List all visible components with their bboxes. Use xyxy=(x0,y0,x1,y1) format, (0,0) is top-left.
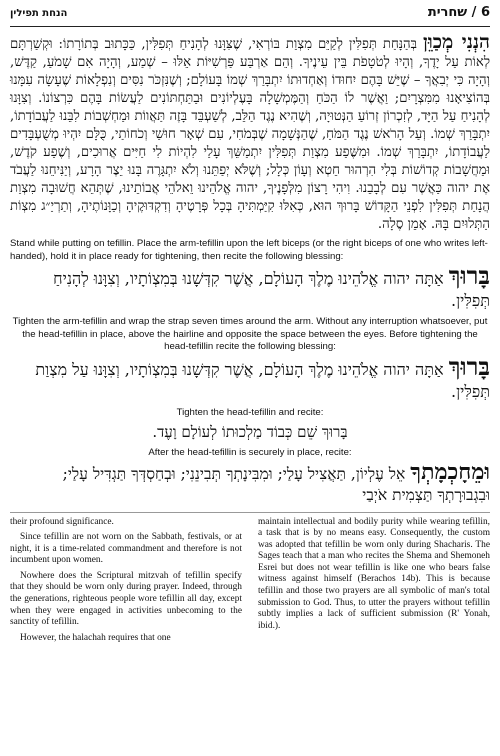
commentary-columns xyxy=(10,517,490,645)
instruction-after-head: After the head-tefillin is securely in place, recite: xyxy=(148,447,352,458)
commentary-paragraph: Nowhere does the Scriptural mitzvah of tefillin specify that they should be worn only during prayer. Indeed, through the generations, righteous people wore tefillin all day, except when they were engaged in activities unbecoming to the sanctity of tefillin. xyxy=(10,570,242,628)
blessing-arm-text: אַתָּה יהוה אֱלֹהֵינוּ מֶלֶךְ הָעוֹלָם, אֲשֶׁר קִדְּשָׁנוּ בְּמִצְוֹתָיו, וְצִוָּנוּ לְהָנִיחַ תְּפִלִּין. xyxy=(53,269,490,310)
blessing-head-text: אַתָּה יהוה אֱלֹהֵינוּ מֶלֶךְ הָעוֹלָם, אֲשֶׁר קִדְּשָׁנוּ בְּמִצְוֹתָיו, וְצִוָּנוּ עַל מִצְוַת תְּפִלִּין. xyxy=(35,359,490,401)
closing-prayer-text: אֵל עֶלְיוֹן, תַּאֲצִיל עָלַי; וּמִבִּינָתְךָ תְּבִינֵנִי; וּבְחַסְדְּךָ תַּגְדִּיל עָלַי; וּבִגְבוּרָתְךָ תַּצְמִית אֹיְבַי xyxy=(62,464,490,504)
instruction-head-tefillin: Tighten the arm-tefillin and wrap the strap seven times around the arm. Without any interruption whatsoever, put the head-tefillin in place, above the hairline and opposite the space between the eyes. Before tightening the head-tefillin recite the following blessing: xyxy=(12,316,488,352)
commentary-right-column xyxy=(258,517,490,645)
closing-prayer xyxy=(10,458,490,506)
closing-prayer-opener: וּמֵחָכְמָתְךָ xyxy=(410,458,490,485)
commentary-paragraph: maintain intellectual and bodily purity while wearing tefillin, a task that is by no means easy. Consequently, the custom was adopted that tefillin be worn only during Shacharis. The Sages teach that a man who recites the Shema and Shemoneh Esrei but does not wear tefillin is like one who bears false witness against himself (Berachos 14b). This is because tefillin and those two prayers are all symbolic of man's total submission to God. Thus, to utter the prayers without tefillin subtly implies a lack of sufficient submission (R' Yonah, ibid.). xyxy=(258,516,490,631)
page-header xyxy=(10,4,490,27)
intention-text: בְּהַנָּחַת תְּפִלִּין לְקַיֵּם מִצְוַת בּוֹרְאִי, שֶׁצִּוָּנוּ לְהָנִיחַ תְּפִלִּין, כַּכָּתוּב בְּתוֹרָתוֹ: וּקְשַׁרְתָּם לְאוֹת עַל יָדֶךָ, וְהָיוּ לְטֹטָפֹת בֵּין עֵינֶיךָ. וְהֵם אַרְבַּע פַּרְשִׁיּוֹת אֵלּוּ – שְׁמַע, וְהָיָה אִם שָׁמֹעַ, קַדֶּשׁ, וְהָיָה כִּי יְבִאֲךָ – שֶׁיֵּשׁ בָּהֶם יִחוּדוֹ וְאַחְדוּתוֹ יִתְבָּרַךְ שְׁמוֹ בָּעוֹלָם; וְשֶׁנִּזְכֹּר נִסִּים וְנִפְלָאוֹת שֶׁעָשָׂה עִמָּנוּ בְּהוֹצִיאָנוּ מִמִּצְרָיִם; וַאֲשֶׁר לוֹ הַכֹּחַ וְהַמֶּמְשָׁלָה בָּעֶלְיוֹנִים וּבַתַּחְתּוֹנִים לַעֲשׂוֹת בָּהֶם כִּרְצוֹנוֹ. וְצִוָּנוּ לְהָנִיחַ עַל הַיָּד, לְזִכְרוֹן זְרוֹעַ הַנְּטוּיָה, וְשֶׁהִיא נֶגֶד הַלֵּב, לְשַׁעְבֵּד בָּזֶה תַּאֲווֹת וּמַחְשְׁבוֹת לִבֵּנוּ לַעֲבוֹדָתוֹ, יִתְבָּרַךְ שְׁמוֹ. וְעַל הָרֹאשׁ נֶגֶד הַמֹּחַ, שֶׁהַנְּשָׁמָה שֶׁבְּמֹחִי, עִם שְׁאָר חוּשַׁי וְכֹחוֹתַי, כֻּלָּם יִהְיוּ מְשֻׁעְבָּדִים לַעֲבוֹדָתוֹ, יִתְבָּרַךְ שְׁמוֹ. וּמִשֶּׁפַע מִצְוַת תְּפִלִּין יִתְמַשֵּׁךְ עָלַי לִהְיוֹת לִי חַיִּים אֲרוּכִים, וְשֶׁפַע קֹדֶשׁ, וּמַחֲשָׁבוֹת קְדוֹשׁוֹת בְּלִי הִרְהוּר חֵטְא וְעָוֹן כְּלָל; וְשֶׁלֹּא יְפַתֵּנוּ וְלֹא יִתְגָּרֶה בָּנוּ יֵצֶר הָרָע, וְיַנִּיחֵנוּ לַעֲבֹד אֶת יהוה כַּאֲשֶׁר עִם לְבָבֵנוּ. וִיהִי רָצוֹן מִלְּפָנֶיךָ, יהוה אֱלֹהֵינוּ וֵאלֹהֵי אֲבוֹתֵינוּ, שֶׁתְּהֵא חֲשׁוּבָה מִצְוַת הֲנָחַת תְּפִלִּין לִפְנֵי הַקָּדוֹשׁ בָּרוּךְ הוּא, כְּאִלּוּ קִיַּמְתִּיהָ בְּכָל פְּרָטֶיהָ וְדִקְדּוּקֶיהָ וְכַוָּנוֹתֶיהָ, וְתַרְיַ״ג מִצְוֹת הַתְּלוּיִם בָּהּ. אָמֵן סֶלָה. xyxy=(10,37,490,232)
blessing-arm-opener: בָּרוּךְ xyxy=(448,261,490,290)
page-title: 6 / שחרית xyxy=(427,5,490,20)
blessing-arm-tefillin xyxy=(10,261,490,312)
intention-opener: הִנְנִי מְכַוֵּן xyxy=(423,31,490,53)
commentary-paragraph: their profound significance. xyxy=(10,516,114,527)
commentary-paragraph: However, the halachah requires that one xyxy=(20,632,171,643)
commentary-paragraph: Since tefillin are not worn on the Sabbath, festivals, or at night, it is a time-related commandment and therefore is not incumbent upon women. xyxy=(10,532,242,566)
commentary-divider xyxy=(10,512,490,513)
intention-paragraph xyxy=(10,33,490,234)
instruction-arm-tefillin: Stand while putting on tefillin. Place the arm-tefillin upon the left biceps (or the right biceps of one who writes left-handed), hold it in place ready for tightening, then recite the following blessing: xyxy=(10,238,488,262)
prayer-page xyxy=(10,4,490,752)
instruction-tighten-head: Tighten the head-tefillin and recite: xyxy=(176,406,324,418)
section-label: הנחת תפילין xyxy=(10,8,68,19)
commentary-left-column xyxy=(10,517,242,645)
blessing-head-tefillin xyxy=(10,351,490,403)
blessing-head-opener: בָּרוּךְ xyxy=(448,351,490,381)
baruch-shem-line: בָּרוּךְ שֵׁם כְּבוֹד מַלְכוּתוֹ לְעוֹלָם וָעֶד. xyxy=(152,423,348,441)
